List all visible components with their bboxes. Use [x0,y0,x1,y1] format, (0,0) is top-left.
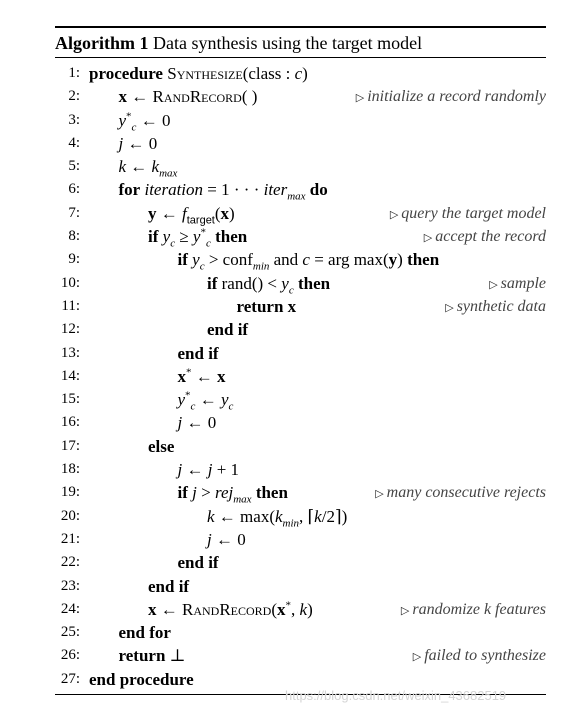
line-code: else [148,436,175,456]
line-number: 7: [68,204,80,221]
line-number: 6: [68,181,80,198]
line-number: 26: [60,647,80,664]
line-number: 5: [68,158,80,175]
line-comment [356,85,546,110]
algorithm-line [55,435,546,458]
line-code: if rand() < $y_c$ then [207,273,331,297]
comment-text: many consecutive rejects [386,484,546,502]
comment-triangle-icon: ▷ [445,301,454,314]
algorithm-label: Algorithm 1 [55,33,149,53]
algorithm-line [55,272,546,295]
algorithm-line [55,505,546,528]
line-code: end for [118,623,171,643]
algorithm-line [55,621,546,644]
comment-triangle-icon: ▷ [423,232,433,245]
watermark: https://blog.csdn.net/weixin_43682519 [285,688,507,703]
algorithm-lines [55,58,546,694]
algorithm-line [55,318,546,341]
algorithm-line [55,85,546,108]
comment-text: sample [500,274,546,292]
algorithm-line [55,225,546,248]
algorithm-block [55,26,546,695]
comment-text: synthetic data [456,297,546,315]
algorithm-line [55,202,546,225]
line-number: 25: [60,624,80,641]
algorithm-line [55,481,546,504]
line-code: j ← 0 [177,413,217,433]
line-code: y ← $f_{target}(x)$ [148,203,235,227]
line-code: if j > rej$_{max}$ then [177,483,288,506]
line-comment [489,272,546,297]
line-code: end if [177,343,219,363]
comment-triangle-icon: ▷ [375,488,384,501]
algorithm-line [55,551,546,574]
algorithm-title: Data synthesis using the target model [153,33,423,53]
comment-text: accept the record [435,228,546,246]
line-code: for iteration = 1 · · · iter$_{max}$ do [118,180,328,203]
line-code: end procedure [89,669,194,689]
algorithm-line [55,528,546,551]
line-code: end if [148,576,190,596]
line-number: 24: [60,600,80,617]
line-number: 19: [60,484,80,501]
line-number: 12: [60,321,80,338]
algorithm-line [55,388,546,411]
comment-text: failed to synthesize [424,647,546,665]
line-number: 23: [60,577,80,594]
line-comment [445,295,546,320]
comment-text: randomize k features [412,600,546,618]
comment-triangle-icon: ▷ [355,92,365,105]
line-number: 2: [68,88,80,105]
line-number: 22: [60,554,80,571]
line-code: x* ← x [177,366,226,386]
algorithm-line [55,109,546,132]
line-comment [390,202,546,227]
algorithm-line [55,295,546,318]
line-code: end if [177,553,219,573]
line-comment [424,225,546,250]
algorithm-line [55,155,546,178]
algorithm-line [55,132,546,155]
algorithm-line [55,598,546,621]
comment-triangle-icon: ▷ [400,604,410,617]
comment-triangle-icon: ▷ [389,208,399,221]
line-code: j ← 0 [207,529,246,549]
line-number: 15: [60,391,80,408]
line-number: 21: [60,530,80,547]
line-number: 4: [68,134,80,151]
line-code: k ← $k_{max}$ [118,157,178,180]
line-number: 10: [60,274,80,291]
line-comment [413,644,546,669]
line-code: x ← RandRecord( ) [118,87,258,107]
algorithm-line [55,248,546,271]
comment-text: initialize a record randomly [367,88,546,106]
comment-triangle-icon: ▷ [412,651,422,664]
line-code: j ← j + 1 [177,460,240,480]
line-number: 3: [68,111,80,128]
line-comment [401,598,546,623]
line-number: 8: [68,228,80,245]
comment-text: query the target model [401,204,546,222]
line-code: k ← $\max(k_{min}$, ⌈k/2⌉) [207,506,348,530]
line-code: if $y_c \ge y^*_c$ then [148,226,248,250]
line-number: 13: [60,344,80,361]
line-number: 18: [60,461,80,478]
line-code: x ← RandRecord(x*, k) [148,599,313,619]
line-number: 14: [60,367,80,384]
line-code: $y^*_c$ ← $y_c$ [177,389,234,413]
line-number: 11: [61,297,80,314]
line-code: end if [207,320,249,340]
line-number: 17: [60,437,80,454]
algorithm-line [55,644,546,667]
line-code: return ⊥ [118,646,186,666]
line-code: $y^*_c$ ← 0 [118,109,171,133]
line-comment [375,481,546,506]
algorithm-line [55,458,546,481]
algorithm-line [55,342,546,365]
line-code: procedure Synthesize(class : c) [89,64,308,83]
algorithm-line [55,62,546,85]
line-number: 27: [60,670,80,687]
line-code: j ← 0 [118,133,158,153]
algorithm-line [55,575,546,598]
line-code: return x [236,296,297,316]
algorithm-line [55,365,546,388]
line-code: if $y_c$ > conf$_{min}$ and c = arg max(y) then [177,250,440,273]
algorithm-line [55,178,546,201]
algorithm-caption [55,28,546,57]
line-number: 20: [60,507,80,524]
algorithm-line [55,411,546,434]
line-number: 1: [68,65,80,81]
comment-triangle-icon: ▷ [489,278,498,291]
line-number: 16: [60,414,80,431]
line-number: 9: [68,251,80,268]
